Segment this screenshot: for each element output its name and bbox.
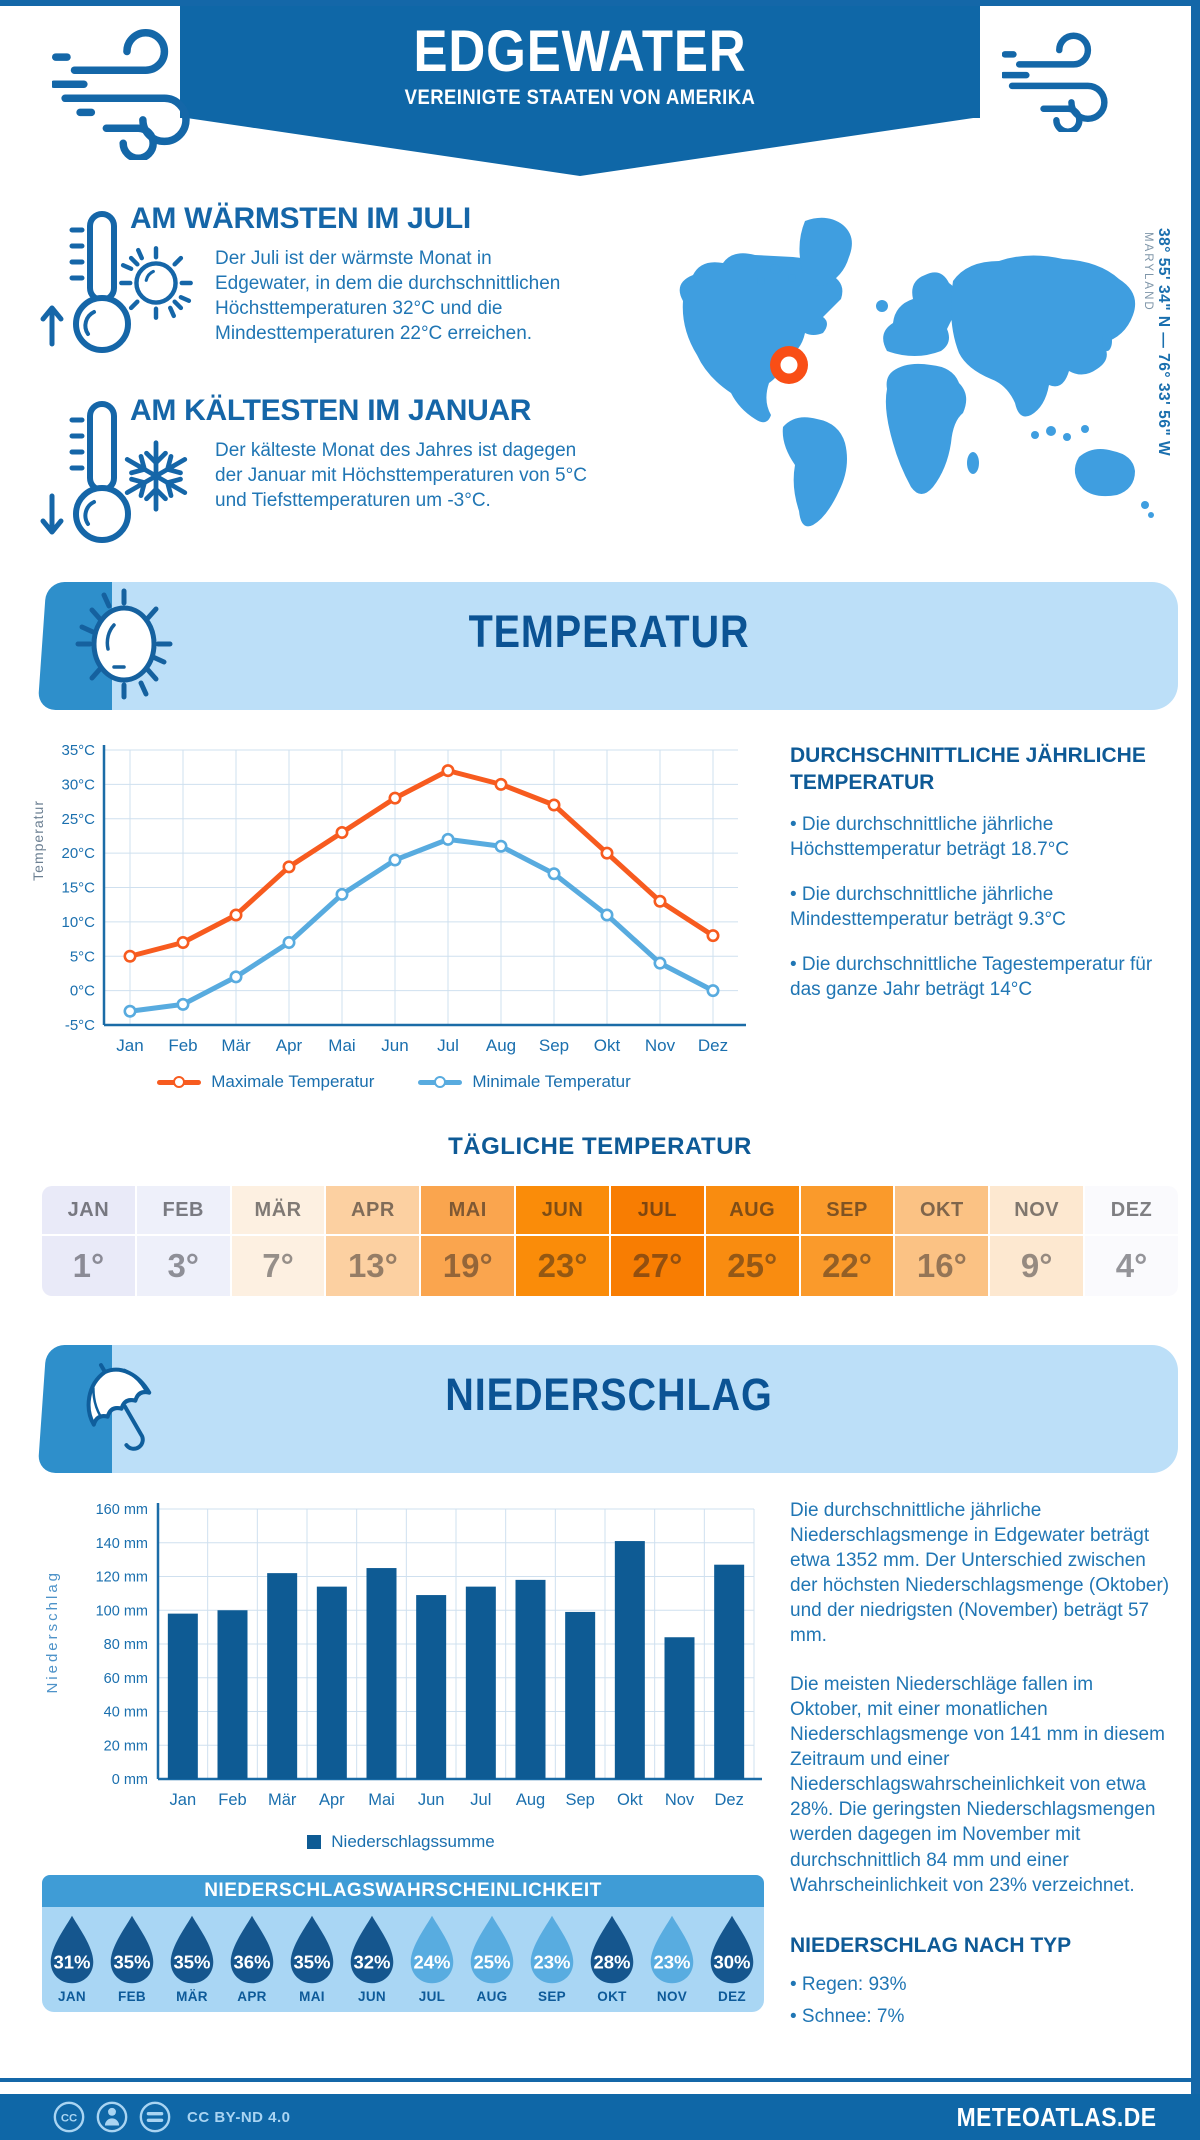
daily-temperature-title: TÄGLICHE TEMPERATUR [448, 1133, 752, 1160]
droplet-icon [524, 1913, 580, 1987]
coordinates-text: 38° 55' 34" N — 76° 33' 56" W [1155, 228, 1172, 457]
svg-text:80 mm: 80 mm [103, 1637, 148, 1653]
attribution-icon [95, 2100, 129, 2134]
svg-text:Jun: Jun [381, 1036, 409, 1055]
region-text: MARYLAND [1142, 232, 1154, 312]
svg-text:Jun: Jun [417, 1791, 445, 1809]
svg-text:-5°C: -5°C [64, 1017, 95, 1034]
legend-line-sample [418, 1080, 462, 1085]
svg-text:25%: 25% [473, 1951, 511, 1973]
header-banner-chevron [180, 117, 980, 176]
precip-probability-drop [102, 1913, 162, 2004]
sun-icon [116, 243, 196, 323]
svg-text:Mär: Mär [267, 1791, 297, 1809]
precip-probability-drop [522, 1913, 582, 2004]
precip-probability-drop [222, 1913, 282, 2004]
svg-text:35%: 35% [293, 1951, 331, 1973]
svg-text:23%: 23% [533, 1951, 571, 1973]
legend-item [157, 1072, 374, 1092]
world-map [655, 205, 1160, 535]
daily-temp-value: 1° [42, 1236, 135, 1296]
droplet-month-label: SEP [538, 1989, 566, 2004]
droplet-month-label: MÄR [176, 1989, 208, 2004]
svg-text:Okt: Okt [593, 1036, 621, 1055]
droplet-month-label: JUN [358, 1989, 386, 2004]
svg-text:32%: 32% [353, 1951, 391, 1973]
droplet-icon [344, 1913, 400, 1987]
svg-text:20°C: 20°C [61, 845, 95, 863]
daily-temp-value: 9° [990, 1236, 1083, 1296]
cc-icon [52, 2100, 86, 2134]
temperature-section-title: TEMPERATUR [468, 606, 750, 657]
daily-temp-month: JUL [611, 1186, 704, 1234]
daily-temp-value: 22° [801, 1236, 894, 1296]
droplet-month-label: JUL [418, 1989, 446, 2004]
svg-text:20 mm: 20 mm [103, 1738, 148, 1755]
precip-probability-drop [582, 1913, 642, 2004]
precip-probability-drop [642, 1913, 702, 2004]
daily-temp-cell [706, 1186, 799, 1296]
precip-probability-drop [42, 1913, 102, 2004]
svg-text:31%: 31% [53, 1951, 91, 1973]
droplet-month-label: DEZ [718, 1989, 746, 2004]
precip-probability-drop [342, 1913, 402, 2004]
legend-line-sample [157, 1080, 201, 1085]
svg-text:Jul: Jul [470, 1791, 492, 1809]
svg-text:Apr: Apr [318, 1791, 345, 1809]
precipitation-type-title: NIEDERSCHLAG NACH TYP [790, 1934, 1072, 1957]
stat-max: • Die durchschnittliche jährliche Höchsttemperatur beträgt 18.7°C [790, 814, 1070, 861]
daily-temp-month: APR [326, 1186, 419, 1234]
wind-icon-right [1002, 24, 1138, 132]
daily-temp-cell [232, 1186, 325, 1296]
temperature-chart-ylabel: Temperatur [30, 800, 46, 881]
legend-label: Minimale Temperatur [472, 1072, 631, 1091]
daily-temp-cell [137, 1186, 230, 1296]
svg-text:Feb: Feb [218, 1791, 247, 1809]
svg-text:Nov: Nov [644, 1036, 676, 1055]
precipitation-section-title: NIEDERSCHLAG [445, 1369, 773, 1420]
temperature-chart [38, 738, 750, 1060]
precip-probability-drop [462, 1913, 522, 2004]
daily-temp-month: MÄR [232, 1186, 325, 1234]
probability-title: NIEDERSCHLAGSWAHRSCHEINLICHKEIT [42, 1875, 764, 1907]
svg-text:Jan: Jan [116, 1036, 144, 1055]
droplet-icon [224, 1913, 280, 1987]
daily-temp-month: FEB [137, 1186, 230, 1234]
svg-text:140 mm: 140 mm [95, 1535, 148, 1552]
daily-temp-value: 23° [516, 1236, 609, 1296]
daily-temp-month: SEP [801, 1186, 894, 1234]
svg-text:Mai: Mai [328, 1036, 356, 1055]
coldest-title: AM KÄLTESTEN IM JANUAR [130, 394, 532, 427]
stat-min: • Die durchschnittliche jährliche Mindesttemperatur beträgt 9.3°C [790, 884, 1066, 931]
svg-text:Jan: Jan [169, 1791, 197, 1809]
wind-icon [52, 16, 230, 160]
daily-temp-cell [326, 1186, 419, 1296]
droplet-icon [584, 1913, 640, 1987]
daily-temp-value: 19° [421, 1236, 514, 1296]
daily-temp-month: MAI [421, 1186, 514, 1234]
svg-text:Nov: Nov [664, 1791, 695, 1809]
stats-title: DURCHSCHNITTLICHE JÄHRLICHE TEMPERATUR [790, 744, 1146, 795]
precipitation-type-snow: • Schnee: 7% [790, 2006, 905, 2027]
droplet-icon [44, 1913, 100, 1987]
precipitation-text-2: Die meisten Niederschläge fallen im Oktober, mit einer monatlichen Niederschlagsmenge von 141 mm in diesem Zeitraum und einer Niederschlagswahrscheinlichkeit von etwa 28%. Die geringsten Niederschlagsmengen werden dagegen im November mit durchschnittlich 84 mm und einer Wahrscheinlichkeit von 23% verzeichnet. [790, 1674, 1165, 1896]
temperature-legend [38, 1072, 750, 1092]
footer [0, 2094, 1200, 2140]
svg-text:Mai: Mai [368, 1791, 395, 1809]
svg-text:Feb: Feb [168, 1036, 198, 1055]
svg-text:10°C: 10°C [61, 913, 95, 931]
droplet-icon [404, 1913, 460, 1987]
precipitation-chart-ylabel: Niederschlag [44, 1570, 61, 1694]
svg-text:28%: 28% [593, 1951, 631, 1973]
precipitation-legend [38, 1832, 764, 1852]
svg-text:Aug: Aug [515, 1791, 546, 1809]
svg-text:35%: 35% [173, 1951, 211, 1973]
brand: METEOATLAS.DE [956, 2101, 1157, 2132]
svg-text:5°C: 5°C [69, 948, 95, 966]
svg-text:120 mm: 120 mm [95, 1569, 148, 1586]
warmest-title: AM WÄRMSTEN IM JULI [130, 202, 471, 235]
coldest-text: Der kälteste Monat des Jahres ist dagegen der Januar mit Höchsttemperaturen von 5°C und Tiefsttemperaturen um -3°C. [215, 440, 587, 512]
snowflake-icon [118, 438, 194, 514]
svg-text:100 mm: 100 mm [95, 1603, 148, 1620]
daily-temp-cell [42, 1186, 135, 1296]
svg-text:0°C: 0°C [69, 982, 95, 1000]
daily-temp-value: 27° [611, 1236, 704, 1296]
svg-text:Mär: Mär [221, 1036, 251, 1055]
no-derivatives-icon [138, 2100, 172, 2134]
daily-temp-value: 25° [706, 1236, 799, 1296]
daily-temp-month: JUN [516, 1186, 609, 1234]
droplet-icon [704, 1913, 760, 1987]
svg-text:60 mm: 60 mm [103, 1670, 148, 1687]
daily-temp-cell [421, 1186, 514, 1296]
svg-text:30°C: 30°C [61, 776, 95, 794]
svg-text:35%: 35% [113, 1951, 151, 1973]
droplet-icon [284, 1913, 340, 1987]
daily-table [42, 1186, 1178, 1296]
droplet-icon [464, 1913, 520, 1987]
daily-temp-value: 16° [895, 1236, 988, 1296]
license-icons [52, 2100, 291, 2134]
svg-text:160 mm: 160 mm [95, 1502, 148, 1518]
probability-panel [42, 1875, 764, 2012]
droplet-icon [104, 1913, 160, 1987]
svg-text:CC: CC [60, 2112, 78, 2125]
droplet-icon [644, 1913, 700, 1987]
svg-text:23%: 23% [653, 1951, 691, 1973]
legend-marker [434, 1076, 446, 1088]
daily-temp-value: 3° [137, 1236, 230, 1296]
droplet-month-label: FEB [118, 1989, 146, 2004]
svg-text:25°C: 25°C [61, 810, 95, 828]
footer-divider [0, 2078, 1200, 2082]
daily-temp-month: NOV [990, 1186, 1083, 1234]
svg-text:15°C: 15°C [61, 879, 95, 897]
droplet-month-label: JAN [58, 1989, 86, 2004]
precip-probability-drop [702, 1913, 762, 2004]
svg-text:35°C: 35°C [61, 742, 95, 759]
precipitation-chart [38, 1493, 764, 1827]
precipitation-type-rain: • Regen: 93% [790, 1974, 907, 1995]
svg-text:24%: 24% [413, 1951, 451, 1973]
daily-temp-cell [895, 1186, 988, 1296]
daily-temp-cell [990, 1186, 1083, 1296]
legend-square [307, 1835, 321, 1849]
probability-row [42, 1907, 764, 2012]
svg-text:Dez: Dez [697, 1036, 729, 1055]
daily-temp-cell [801, 1186, 894, 1296]
svg-text:Okt: Okt [616, 1791, 643, 1809]
svg-text:Sep: Sep [565, 1791, 595, 1809]
daily-temp-cell [1085, 1186, 1178, 1296]
daily-temp-month: DEZ [1085, 1186, 1178, 1234]
daily-temp-month: AUG [706, 1186, 799, 1234]
daily-temp-value: 13° [326, 1236, 419, 1296]
legend-item [418, 1072, 630, 1092]
droplet-month-label: NOV [656, 1989, 688, 2004]
svg-text:Sep: Sep [538, 1036, 570, 1055]
location-coordinates-block [1142, 228, 1172, 456]
license-text: CC BY-ND 4.0 [187, 2108, 291, 2126]
legend-marker [173, 1076, 185, 1088]
precip-probability-drop [402, 1913, 462, 2004]
droplet-month-label: MAI [299, 1989, 325, 2004]
legend-label: Niederschlagssumme [331, 1832, 495, 1851]
daily-temp-value: 4° [1085, 1236, 1178, 1296]
daily-temp-value: 7° [232, 1236, 325, 1296]
droplet-icon [164, 1913, 220, 1987]
svg-text:Dez: Dez [714, 1791, 744, 1809]
precip-probability-drop [162, 1913, 222, 2004]
daily-temp-month: OKT [895, 1186, 988, 1234]
page-title: EDGEWATER [413, 19, 747, 84]
daily-temp-cell [516, 1186, 609, 1296]
droplet-month-label: AUG [476, 1989, 508, 2004]
svg-text:40 mm: 40 mm [103, 1704, 148, 1721]
precipitation-text-1: Die durchschnittliche jährliche Niederschlagsmenge in Edgewater beträgt etwa 1352 mm. Der Unterschied zwischen der höchsten Niederschlagsmenge (Oktober) und der niedrigsten (November) beträgt 57 mm. [790, 1500, 1170, 1647]
precip-probability-drop [282, 1913, 342, 2004]
svg-text:Apr: Apr [275, 1036, 303, 1055]
svg-text:Jul: Jul [437, 1036, 459, 1055]
droplet-month-label: APR [237, 1989, 267, 2004]
droplet-month-label: OKT [597, 1989, 627, 2004]
svg-text:30%: 30% [713, 1951, 751, 1973]
svg-text:0 mm: 0 mm [111, 1772, 148, 1788]
legend-item [307, 1832, 494, 1852]
svg-text:36%: 36% [233, 1951, 271, 1973]
page-subtitle: VEREINIGTE STAATEN VON AMERIKA [404, 86, 756, 109]
right-border [1191, 0, 1200, 2140]
warmest-text: Der Juli ist der wärmste Monat in Edgewater, in dem die durchschnittlichen Höchsttemperaturen 32°C und die Mindesttemperaturen 22°C erreichen. [215, 248, 561, 345]
daily-temp-month: JAN [42, 1186, 135, 1234]
daily-temp-cell [611, 1186, 704, 1296]
stat-day: • Die durchschnittliche Tagestemperatur für das ganze Jahr beträgt 14°C [790, 954, 1153, 1001]
legend-label: Maximale Temperatur [211, 1072, 375, 1091]
svg-text:Aug: Aug [485, 1036, 517, 1055]
